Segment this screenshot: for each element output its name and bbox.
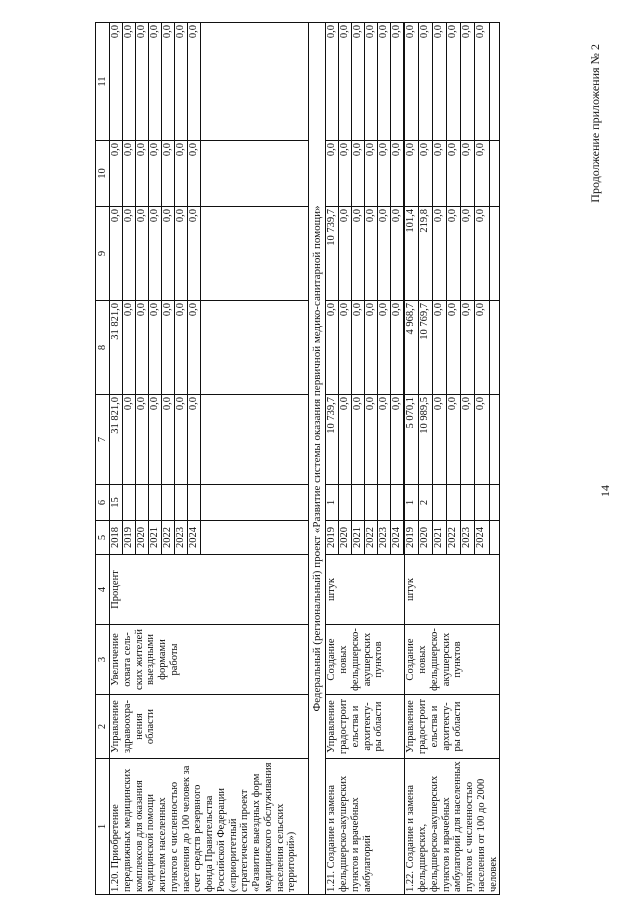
- municipal-cell: 0,0: [175, 141, 188, 207]
- regional-cell: 0,0: [110, 207, 123, 301]
- municipal-cell: 0,0: [419, 141, 433, 207]
- municipal-cell: 0,0: [149, 141, 162, 207]
- year-cell: 2020: [419, 521, 433, 555]
- header-cell: 9: [96, 207, 110, 301]
- empty-cell: [201, 521, 309, 555]
- extra-cell: 0,0: [326, 23, 339, 141]
- quantity-cell: 15: [110, 485, 123, 521]
- extra-cell: 0,0: [461, 23, 475, 141]
- header-cell: 8: [96, 301, 110, 395]
- header-cell: 1: [96, 759, 110, 895]
- empty-cell: [489, 395, 500, 485]
- total-cell: 0,0: [136, 395, 149, 485]
- measure-cell: 1.21. Создание и замена фельдшерско-акушерских пунктов и врачебных амбулаторий: [326, 759, 405, 895]
- quantity-cell: [433, 485, 447, 521]
- quantity-cell: [123, 485, 136, 521]
- municipal-cell: 0,0: [433, 141, 447, 207]
- total-cell: 0,0: [339, 395, 352, 485]
- extra-cell: 0,0: [352, 23, 365, 141]
- continuation-note: Продолжение приложения № 2: [588, 44, 602, 203]
- quantity-cell: [162, 485, 175, 521]
- extra-cell: 0,0: [447, 23, 461, 141]
- empty-cell: [201, 301, 309, 395]
- year-cell: 2024: [188, 521, 201, 555]
- year-cell: 2022: [365, 521, 378, 555]
- municipal-cell: 0,0: [352, 141, 365, 207]
- quantity-cell: [378, 485, 391, 521]
- total-cell: 0,0: [378, 395, 391, 485]
- regional-cell: 219,8: [419, 207, 433, 301]
- header-cell: 6: [96, 485, 110, 521]
- federal-cell: 10 769,7: [419, 301, 433, 395]
- extra-cell: 0,0: [175, 23, 188, 141]
- regional-cell: 0,0: [339, 207, 352, 301]
- federal-cell: 0,0: [136, 301, 149, 395]
- header-row: [96, 23, 110, 895]
- quantity-cell: 1: [405, 485, 419, 521]
- header-cell: 4: [96, 555, 110, 625]
- quantity-cell: [352, 485, 365, 521]
- total-cell: 0,0: [433, 395, 447, 485]
- empty-cell: [489, 23, 500, 141]
- total-cell: 0,0: [149, 395, 162, 485]
- total-cell: 5 070,1: [405, 395, 419, 485]
- header-cell: 10: [96, 141, 110, 207]
- unit-cell: Процент: [110, 555, 309, 625]
- empty-cell: [201, 207, 309, 301]
- federal-project-row: [309, 23, 326, 895]
- unit-cell: штук: [405, 555, 500, 625]
- year-cell: 2020: [339, 521, 352, 555]
- extra-cell: 0,0: [123, 23, 136, 141]
- extra-cell: 0,0: [433, 23, 447, 141]
- municipal-cell: 0,0: [475, 141, 489, 207]
- year-cell: 2024: [475, 521, 489, 555]
- total-cell: 10 989,5: [419, 395, 433, 485]
- regional-cell: 0,0: [461, 207, 475, 301]
- total-cell: 0,0: [365, 395, 378, 485]
- municipal-cell: 0,0: [339, 141, 352, 207]
- year-cell: 2021: [149, 521, 162, 555]
- header-cell: 2: [96, 695, 110, 759]
- quantity-cell: 1: [326, 485, 339, 521]
- unit-cell: штук: [326, 555, 405, 625]
- quantity-cell: [365, 485, 378, 521]
- total-cell: 0,0: [162, 395, 175, 485]
- total-cell: 10 739,7: [326, 395, 339, 485]
- total-cell: 0,0: [475, 395, 489, 485]
- extra-cell: 0,0: [162, 23, 175, 141]
- federal-cell: 0,0: [175, 301, 188, 395]
- empty-cell: [489, 301, 500, 395]
- municipal-cell: 0,0: [378, 141, 391, 207]
- municipal-cell: 0,0: [136, 141, 149, 207]
- measure-cell: 1.22. Создание и замена фельдшерских, фельдшерско-акушерских пунктов и врачебных амбулаторий для населенных пунктов с численностью населения от 100 до 2000 человек: [405, 759, 500, 895]
- federal-cell: 0,0: [378, 301, 391, 395]
- regional-cell: 0,0: [123, 207, 136, 301]
- regional-cell: 0,0: [352, 207, 365, 301]
- federal-cell: 0,0: [365, 301, 378, 395]
- federal-cell: 0,0: [123, 301, 136, 395]
- quantity-cell: [188, 485, 201, 521]
- measure-cell: 1.20. Приобретение передвижных медицинских комплексов для оказания медицинской помощи жителям населенных пунктов с численностью населения до 100 человек за счет средств резервного фонда Правительства Российской Федерации («приоритетный стратегический проект «Развитие выездных форм медицинского обслуживания населения сельских территорий»): [110, 759, 309, 895]
- empty-cell: [201, 485, 309, 521]
- quantity-cell: [339, 485, 352, 521]
- year-cell: 2021: [352, 521, 365, 555]
- year-cell: 2022: [447, 521, 461, 555]
- federal-cell: 0,0: [475, 301, 489, 395]
- extra-cell: 0,0: [378, 23, 391, 141]
- extra-cell: 0,0: [475, 23, 489, 141]
- regional-cell: 0,0: [175, 207, 188, 301]
- municipal-cell: 0,0: [123, 141, 136, 207]
- regional-cell: 10 739,7: [326, 207, 339, 301]
- extra-cell: 0,0: [391, 23, 404, 141]
- regional-cell: 0,0: [447, 207, 461, 301]
- municipal-cell: 0,0: [391, 141, 404, 207]
- federal-cell: 0,0: [162, 301, 175, 395]
- year-cell: 2023: [378, 521, 391, 555]
- extra-cell: 0,0: [110, 23, 123, 141]
- federal-cell: 0,0: [433, 301, 447, 395]
- municipal-cell: 0,0: [326, 141, 339, 207]
- regional-cell: 0,0: [162, 207, 175, 301]
- federal-cell: 31 821,0: [110, 301, 123, 395]
- empty-cell: [489, 207, 500, 301]
- header-cell: 5: [96, 521, 110, 555]
- executor-cell: Управление градостроит ельства и архитекту-ры области: [405, 695, 500, 759]
- federal-cell: 0,0: [391, 301, 404, 395]
- indicator-cell: Создание новых фельдшерско-акушерских пунктов: [326, 625, 405, 695]
- regional-cell: 0,0: [433, 207, 447, 301]
- municipal-cell: 0,0: [461, 141, 475, 207]
- executor-cell: Управление градостроит ельства и архитекту-ры области: [326, 695, 405, 759]
- regional-cell: 0,0: [149, 207, 162, 301]
- municipal-cell: 0,0: [110, 141, 123, 207]
- regional-cell: 0,0: [391, 207, 404, 301]
- year-cell: 2019: [405, 521, 419, 555]
- total-cell: 31 821,0: [110, 395, 123, 485]
- table-row: [110, 23, 123, 895]
- indicator-cell: Создание новых фельдшерско-акушерских пунктов: [405, 625, 500, 695]
- federal-cell: 0,0: [447, 301, 461, 395]
- extra-cell: 0,0: [136, 23, 149, 141]
- federal-cell: 4 968,7: [405, 301, 419, 395]
- municipal-cell: 0,0: [162, 141, 175, 207]
- extra-cell: 0,0: [419, 23, 433, 141]
- header-cell: 11: [96, 23, 110, 141]
- quantity-cell: [175, 485, 188, 521]
- regional-cell: 0,0: [378, 207, 391, 301]
- regional-cell: 0,0: [136, 207, 149, 301]
- year-cell: 2024: [391, 521, 404, 555]
- year-cell: 2021: [433, 521, 447, 555]
- extra-cell: 0,0: [149, 23, 162, 141]
- total-cell: 0,0: [123, 395, 136, 485]
- total-cell: 0,0: [447, 395, 461, 485]
- quantity-cell: [461, 485, 475, 521]
- table-row: [405, 23, 419, 895]
- quantity-cell: [391, 485, 404, 521]
- regional-cell: 0,0: [365, 207, 378, 301]
- quantity-cell: [475, 485, 489, 521]
- total-cell: 0,0: [461, 395, 475, 485]
- federal-cell: 0,0: [339, 301, 352, 395]
- empty-cell: [201, 395, 309, 485]
- program-table: [95, 22, 500, 895]
- quantity-cell: [447, 485, 461, 521]
- empty-cell: [201, 141, 309, 207]
- page-number: 14: [598, 485, 612, 497]
- municipal-cell: 0,0: [447, 141, 461, 207]
- indicator-cell: Увеличение охвата сель-ских жителей выездными формами работы: [110, 625, 309, 695]
- header-cell: 7: [96, 395, 110, 485]
- extra-cell: 0,0: [188, 23, 201, 141]
- year-cell: 2019: [123, 521, 136, 555]
- year-cell: 2023: [175, 521, 188, 555]
- total-cell: 0,0: [175, 395, 188, 485]
- year-cell: 2023: [461, 521, 475, 555]
- regional-cell: 101,4: [405, 207, 419, 301]
- regional-cell: 0,0: [188, 207, 201, 301]
- year-cell: 2018: [110, 521, 123, 555]
- extra-cell: 0,0: [365, 23, 378, 141]
- regional-cell: 0,0: [475, 207, 489, 301]
- table-row: [326, 23, 339, 895]
- empty-cell: [489, 141, 500, 207]
- empty-cell: [489, 485, 500, 521]
- year-cell: 2022: [162, 521, 175, 555]
- quantity-cell: 2: [419, 485, 433, 521]
- total-cell: 0,0: [188, 395, 201, 485]
- federal-cell: 0,0: [352, 301, 365, 395]
- municipal-cell: 0,0: [188, 141, 201, 207]
- federal-cell: 0,0: [326, 301, 339, 395]
- year-cell: 2020: [136, 521, 149, 555]
- quantity-cell: [136, 485, 149, 521]
- quantity-cell: [149, 485, 162, 521]
- empty-cell: [489, 521, 500, 555]
- total-cell: 0,0: [352, 395, 365, 485]
- federal-cell: 0,0: [149, 301, 162, 395]
- federal-project-title: Федеральный (региональный) проект «Развитие системы оказания первичной медико-санитарной помощи»: [309, 23, 326, 895]
- municipal-cell: 0,0: [405, 141, 419, 207]
- municipal-cell: 0,0: [365, 141, 378, 207]
- total-cell: 0,0: [391, 395, 404, 485]
- empty-cell: [201, 23, 309, 141]
- federal-cell: 0,0: [188, 301, 201, 395]
- extra-cell: 0,0: [339, 23, 352, 141]
- executor-cell: Управление здравоохра-нения области: [110, 695, 309, 759]
- extra-cell: 0,0: [405, 23, 419, 141]
- year-cell: 2019: [326, 521, 339, 555]
- header-cell: 3: [96, 625, 110, 695]
- federal-cell: 0,0: [461, 301, 475, 395]
